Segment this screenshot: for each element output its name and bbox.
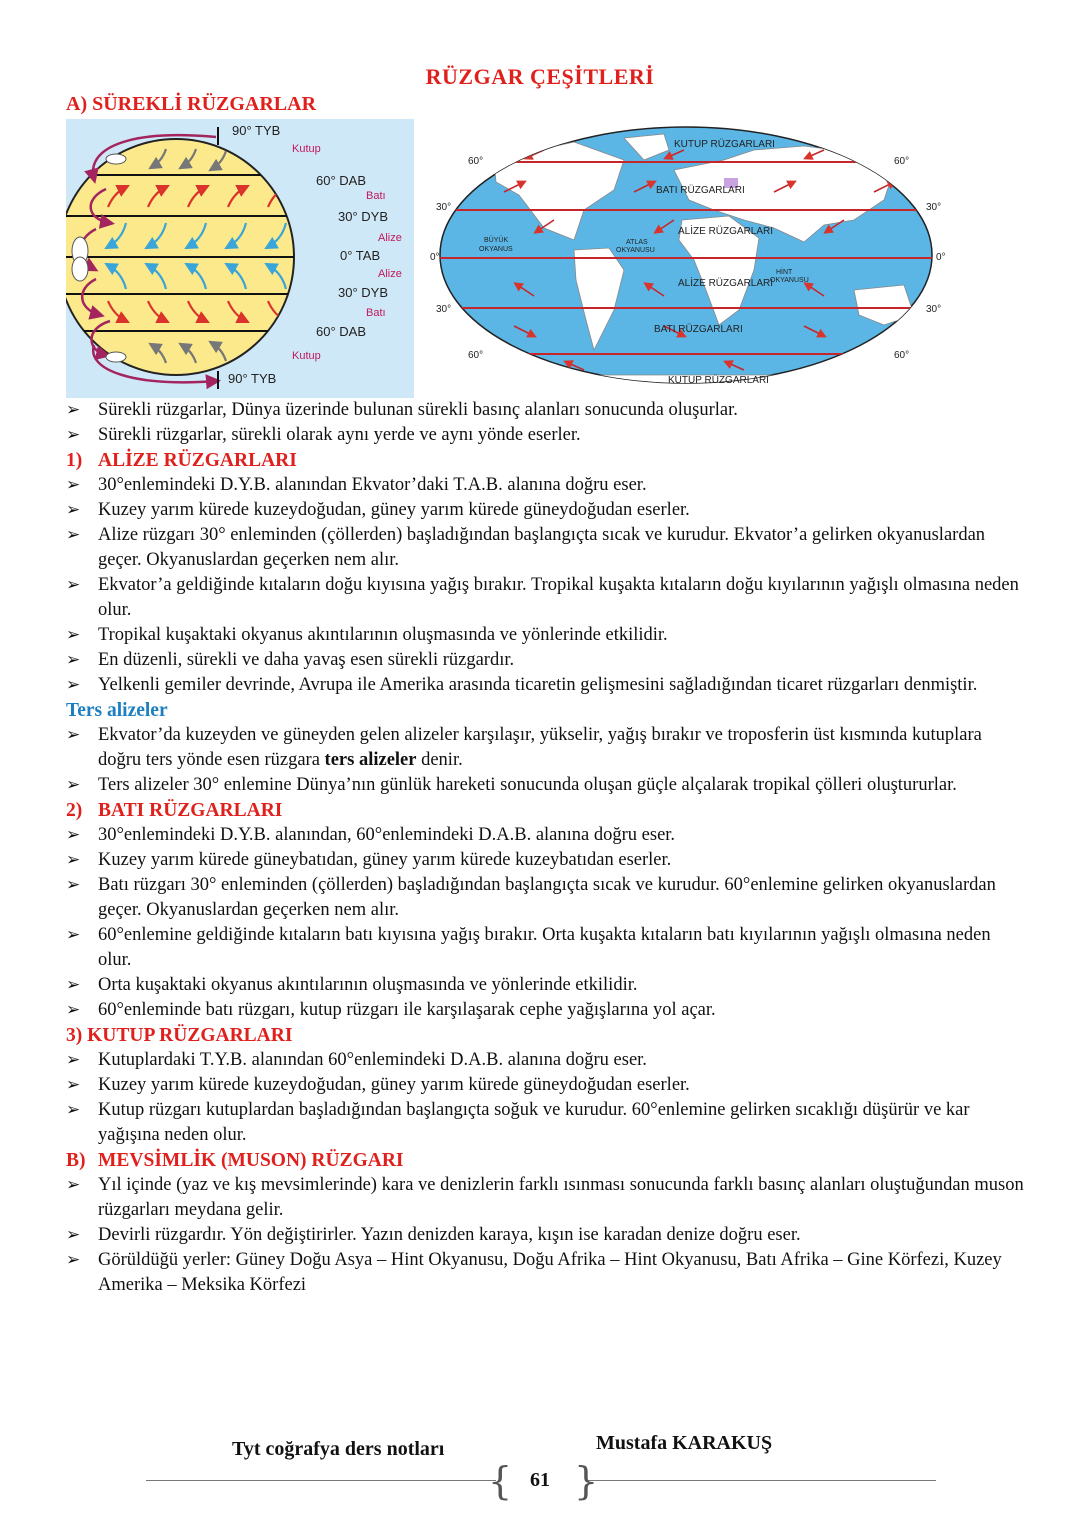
label-dyb-top: 30° DYB [338,209,389,224]
kutup-item: ➢ Kuzey yarım kürede kuzeydoğudan, güney yarım kürede güneydoğudan eserler. [66,1073,1026,1098]
lat-60s-left: 60° [468,350,484,361]
label-hint-1: HİNT [776,269,793,276]
label-bati-north: BATI RÜZGARLARI [656,185,745,196]
footer-course-title: Tyt coğrafya ders notları [232,1438,445,1460]
intro-item: ➢ Sürekli rüzgarlar, sürekli olarak aynı yerde ve aynı yönde eserler. [66,423,1026,448]
bati-heading: 2) BATI RÜZGARLARI [66,800,283,821]
label-buyuk-1: BÜYÜK [484,237,509,244]
muson-item: ➢ Görüldüğü yerler: Güney Doğu Asya – Hint Okyanusu, Doğu Afrika – Hint Okyanusu, Batı Afrika – Gine Körfezi, Kuzey Amerika – Meksika Körfezi [66,1248,1026,1298]
footer-brace-right: } [574,1459,599,1503]
kutup-heading: 3) KUTUP RÜZGARLARI [66,1025,293,1046]
lat-30s-right: 30° [926,304,942,315]
ters-alizeler-heading: Ters alizeler [66,700,168,721]
label-kutup-north: KUTUP RÜZGARLARI [674,139,775,150]
label-alize-south: ALİZE RÜZGARLARI [678,278,774,289]
lat-30n-right: 30° [926,202,942,213]
notes-body [66,398,1026,1298]
kutup-item: ➢ Kutup rüzgarı kutuplardan başladığından başlangıçta soğuk ve kurudur. 60°enlemine gelirken sıcaklığı düşürür ve kar yağışına neden olur. [66,1098,1026,1148]
muson-heading: B) MEVSİMLİK (MUSON) RÜZGARI [66,1150,404,1171]
alize-item: ➢ En düzenli, sürekli ve daha yavaş esen sürekli rüzgardır. [66,648,1026,673]
lat-30n-left: 30° [436,202,452,213]
label-dab-top: 60° DAB [316,173,367,188]
lat-0-right: 0° [936,252,946,263]
label-buyuk-2: OKYANUS [479,246,513,253]
lat-60n-right: 60° [894,156,910,167]
bati-item: ➢ 60°enlemine geldiğinde kıtaların batı kıyısına yağış bırakır. Orta kuşakta kıtaların batı kıyılarının yağışlı olmasına neden olur. [66,923,1026,973]
page-number: 61 [530,1469,550,1491]
label-alize-north: ALİZE RÜZGARLARI [678,226,774,237]
alize-heading: 1) ALİZE RÜZGARLARI [66,450,297,471]
alize-item: ➢ Alize rüzgarı 30° enleminden (çöllerden) başladığından başlangıçta sıcak ve kurudur. Ekvator’a gelirken okyanuslardan geçer. Okyanuslardan geçerken nem alır. [66,523,1026,573]
label-bati-south: BATI RÜZGARLARI [654,324,743,335]
alize-item: ➢ Tropikal kuşaktaki okyanus akıntılarının oluşmasında ve yönlerinde etkilidir. [66,623,1026,648]
label-kutup-bottom: Kutup [292,350,321,362]
intro-item: ➢ Sürekli rüzgarlar, Dünya üzerinde bulunan sürekli basınç alanları sonucunda oluşurlar. [66,398,1026,423]
lat-30s-left: 30° [436,304,452,315]
bati-item: ➢ Batı rüzgarı 30° enleminden (çöllerden) başladığından başlangıçta sıcak ve kurudur. 60°enlemine gelirken okyanuslardan geçer. Okyanuslardan geçerken nem alır. [66,873,1026,923]
world-wind-map [424,120,956,390]
label-tyb-top: 90° TYB [232,123,281,138]
muson-item: ➢ Devirli rüzgardır. Yön değiştirirler. Yazın denizden karaya, kışın ise karadan denize doğru eser. [66,1223,1026,1248]
label-bati-top: Batı [366,190,386,202]
label-tyb-bottom: 90° TYB [228,371,277,386]
page-title: RÜZGAR ÇEŞİTLERİ [425,64,655,89]
alize-item: ➢ Ekvator’a geldiğinde kıtaların doğu kıyısına yağış bırakır. Tropikal kuşakta kıtaların doğu kıyılarının yağışlı olmasına neden olur. [66,573,1026,623]
label-bati-bottom: Batı [366,307,386,319]
lat-60n-left: 60° [468,156,484,167]
globe-wind-diagram [66,119,414,398]
bati-item: ➢ Orta kuşaktaki okyanus akıntılarının oluşmasında ve yönlerinde etkilidir. [66,973,1026,998]
label-hint-2: OKYANUSU [770,277,809,284]
ters-item: ➢ Ekvator’da kuzeyden ve güneyden gelen alizeler karşılaşır, yükselir, yağış bırakır ve troposferin üst kısmında kutuplara doğru ters yönde esen rüzgara ters alizeler denir. [66,723,1026,773]
label-tab: 0° TAB [340,248,381,263]
label-kutup-top: Kutup [292,143,321,155]
label-dab-bottom: 60° DAB [316,324,367,339]
lat-0-left: 0° [430,252,440,263]
label-dyb-bottom: 30° DYB [338,285,389,300]
kutup-item: ➢ Kutuplardaki T.Y.B. alanından 60°enlemindeki D.A.B. alanına doğru eser. [66,1048,1026,1073]
label-kutup-south: KUTUP RÜZGARLARI [668,375,769,386]
bati-item: ➢ Kuzey yarım kürede güneybatıdan, güney yarım kürede kuzeybatıdan eserler. [66,848,1026,873]
footer-divider-left [146,1480,496,1481]
label-alize-top: Alize [378,232,402,244]
label-atlas-2: OKYANUSU [616,247,655,254]
muson-item: ➢ Yıl içinde (yaz ve kış mevsimlerinde) kara ve denizlerin farklı ısınması sonucunda farklı basınç alanları oluştuğundan muson rüzgarları meydana gelir. [66,1173,1026,1223]
bati-item: ➢ 30°enlemindeki D.Y.B. alanından, 60°enlemindeki D.A.B. alanına doğru eser. [66,823,1026,848]
alize-item: ➢ Kuzey yarım kürede kuzeydoğudan, güney yarım kürede güneydoğudan eserler. [66,498,1026,523]
alize-item: ➢ Yelkenli gemiler devrinde, Avrupa ile Amerika arasında ticaretin gelişmesini sağladığından ticaret rüzgarları denmiştir. [66,673,1026,698]
alize-item: ➢ 30°enlemindeki D.Y.B. alanından Ekvator’daki T.A.B. alanına doğru eser. [66,473,1026,498]
section-a-heading: A) SÜREKLİ RÜZGARLAR [66,93,317,115]
bati-item: ➢ 60°enleminde batı rüzgarı, kutup rüzgarı ile karşılaşarak cephe yağışlarına yol açar. [66,998,1026,1023]
footer-brace-left: { [488,1459,513,1503]
ters-item: ➢ Ters alizeler 30° enlemine Dünya’nın günlük hareketi sonucunda oluşan güçle alçalarak tropikal çölleri oluştururlar. [66,773,1026,798]
label-atlas-1: ATLAS [626,239,648,246]
lat-60s-right: 60° [894,350,910,361]
label-alize-bottom: Alize [378,268,402,280]
footer-divider-right [586,1480,936,1481]
footer-author: Mustafa KARAKUŞ [596,1432,773,1454]
